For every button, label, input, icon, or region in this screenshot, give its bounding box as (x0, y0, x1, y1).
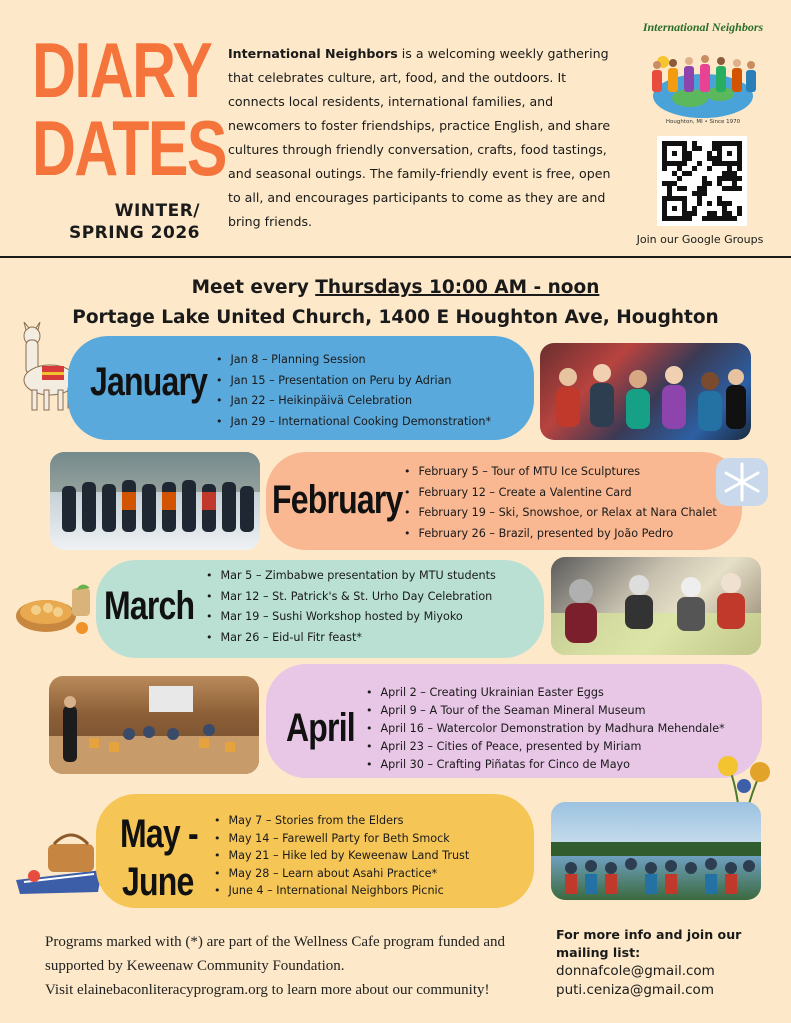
picnic-basket-icon (14, 830, 104, 894)
list-item: • February 5 – Tour of MTU Ice Sculptures (404, 462, 744, 483)
list-item: • May 14 – Farewell Party for Beth Smock (214, 830, 534, 848)
header-divider (0, 256, 791, 258)
month-april: April (286, 706, 355, 750)
list-item: • Jan 29 – International Cooking Demonstration* (216, 412, 536, 433)
qr-caption: Join our Google Groups (636, 233, 764, 246)
meeting-location: Portage Lake United Church, 1400 E Houghton Ave, Houghton (72, 307, 719, 328)
list-item: • April 9 – A Tour of the Seaman Mineral Museum (366, 702, 760, 720)
list-item: • Jan 8 – Planning Session (216, 350, 536, 371)
month-march: March (104, 584, 195, 628)
may-june-events (214, 812, 534, 900)
list-item: • April 23 – Cities of Peace, presented by Miriam (366, 738, 760, 756)
title-diary: DIARY (32, 26, 212, 114)
list-item: • Mar 19 – Sushi Workshop hosted by Miyoko (206, 607, 542, 628)
qr-module (737, 216, 742, 221)
google-groups-qr-code[interactable] (657, 136, 747, 226)
month-may: May - (120, 812, 198, 856)
email-puti[interactable]: puti.ceniza@gmail.com (556, 982, 714, 998)
intro-paragraph (228, 42, 626, 234)
list-item: • April 2 – Creating Ukrainian Easter Eggs (366, 684, 760, 702)
month-february: February (272, 478, 403, 522)
footer-note (45, 930, 545, 1002)
april-photo (49, 676, 259, 774)
list-item: • February 19 – Ski, Snowshoe, or Relax at Nara Chalet (404, 503, 744, 524)
snowflake-icon (712, 454, 772, 510)
logo-title: International Neighbors (642, 20, 764, 34)
qr-pattern (662, 141, 742, 221)
season-line1: WINTER/ (114, 201, 200, 221)
list-item: • Mar 12 – St. Patrick's & St. Urho Day Celebration (206, 587, 542, 608)
list-item: • February 26 – Brazil, presented by João Pedro (404, 524, 744, 545)
february-photo (50, 452, 260, 550)
list-item: • April 16 – Watercolor Demonstration by Madhura Mehendale* (366, 720, 760, 738)
january-photo (540, 343, 751, 440)
meeting-prefix: Meet every (191, 277, 316, 298)
list-item: • May 21 – Hike led by Keweenaw Land Trust (214, 847, 534, 865)
intro-text: is a welcoming weekly gathering that celebrates culture, art, food, and the outdoors. It connects local residents, international families, and newcomers to foster friendships, practice English, and share cultures through friendly conversation, crafts, food tastings, and seasonal outings. The family-friendly event is free, open to all, and encourages participants to come as they are and bring friends. (228, 46, 611, 229)
food-icon (10, 580, 98, 638)
march-photo (551, 557, 761, 655)
international-neighbors-logo (638, 14, 768, 125)
march-events (206, 566, 542, 648)
february-events (404, 462, 744, 544)
list-item: • February 12 – Create a Valentine Card (404, 483, 744, 504)
list-item: • May 28 – Learn about Asahi Practice* (214, 865, 534, 883)
footer-note-line2: supported by Keweenaw Community Foundation. (45, 958, 345, 974)
contact-heading-line2: mailing list: (556, 945, 641, 960)
footer-note-line3: Visit elainebaconliteracyprogram.org to learn more about our community! (45, 982, 490, 998)
season-label (30, 200, 200, 244)
meeting-time (0, 272, 791, 304)
may-june-photo (551, 802, 761, 900)
meeting-time-text: Thursdays 10:00 AM - noon (315, 277, 600, 298)
january-events (216, 350, 536, 432)
list-item: • Mar 5 – Zimbabwe presentation by MTU students (206, 566, 542, 587)
title-dates: DATES (32, 104, 226, 192)
month-june: June (122, 860, 194, 904)
list-item: • May 7 – Stories from the Elders (214, 812, 534, 830)
email-donna[interactable]: donnafcole@gmail.com (556, 963, 715, 979)
contact-heading-line1: For more info and join our (556, 927, 742, 942)
list-item: • April 30 – Crafting Piñatas for Cinco de Mayo (366, 756, 760, 774)
footer-note-line1: Programs marked with (*) are part of the Wellness Cafe program funded and (45, 934, 506, 950)
list-item: • Jan 15 – Presentation on Peru by Adrian (216, 371, 536, 392)
intro-org-name: International Neighbors (228, 46, 398, 61)
april-events (366, 684, 760, 774)
season-line2: SPRING 2026 (68, 223, 200, 243)
logo-caption: Houghton, MI • Since 1970 (665, 119, 741, 125)
list-item: • June 4 – International Neighbors Picnic (214, 882, 534, 900)
month-january: January (90, 360, 208, 404)
list-item: • Jan 22 – Heikinpäivä Celebration (216, 391, 536, 412)
list-item: • Mar 26 – Eid-ul Fitr feast* (206, 628, 542, 649)
contact-info (556, 926, 776, 1000)
